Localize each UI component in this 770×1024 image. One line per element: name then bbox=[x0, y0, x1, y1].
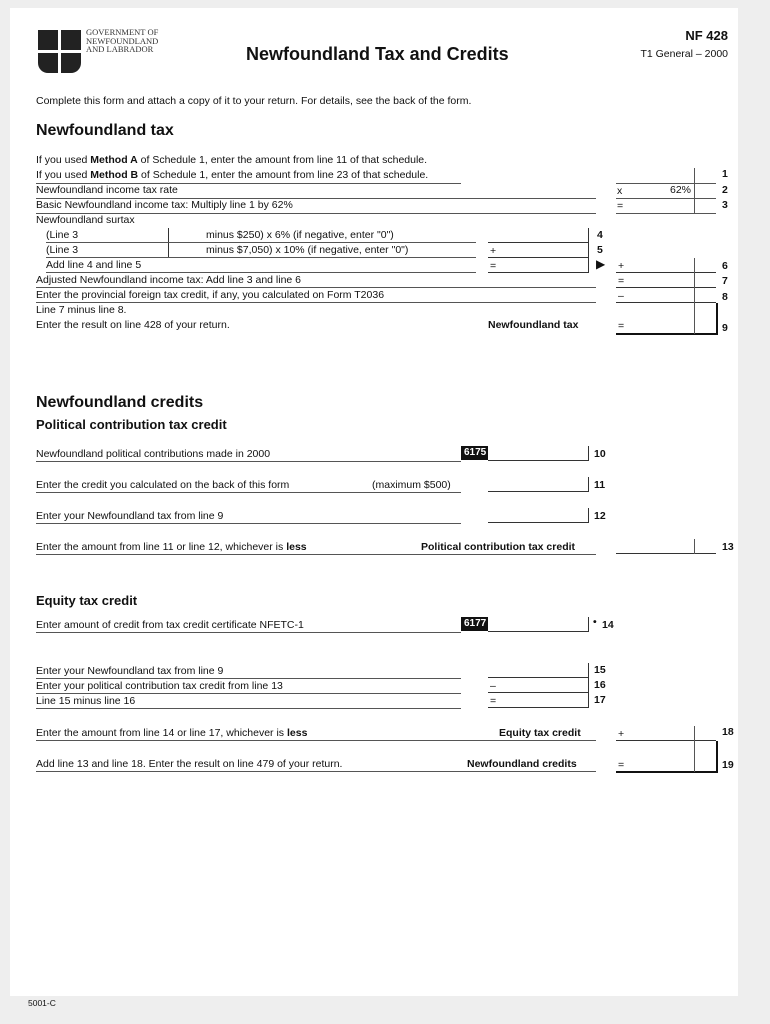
political-heading: Political contribution tax credit bbox=[36, 417, 227, 432]
line-number-4: 4 bbox=[597, 229, 603, 241]
text: Enter the amount from line 14 or line 17, whichever is bbox=[36, 727, 287, 739]
section-heading-credits: Newfoundland credits bbox=[36, 394, 204, 411]
line-15-label: Enter your Newfoundland tax from line 9 bbox=[36, 665, 224, 677]
line-number-17: 17 bbox=[594, 694, 606, 706]
arrow-icon: ▶ bbox=[596, 257, 606, 271]
line-7-minus-8-label: Line 7 minus line 8. bbox=[36, 304, 127, 316]
line-19-operator: = bbox=[618, 759, 625, 771]
code-6177: 6177 bbox=[461, 617, 489, 631]
line-method-a bbox=[36, 154, 427, 167]
line-number-2: 2 bbox=[722, 184, 728, 196]
line-14-bullet: • bbox=[593, 616, 597, 628]
line-number-15: 15 bbox=[594, 664, 606, 676]
line-number-18: 18 bbox=[722, 726, 734, 738]
text: of Schedule 1, enter the amount from line 11 of that schedule. bbox=[137, 154, 428, 166]
political-credit-tag: Political contribution tax credit bbox=[421, 541, 576, 553]
surtax-calc-b: minus $7,050) x 10% (if negative, enter "0") bbox=[206, 244, 409, 256]
newfoundland-tax-tag: Newfoundland tax bbox=[488, 319, 579, 331]
line-6-field[interactable] bbox=[616, 258, 716, 273]
gov-line-1: GOVERNMENT OF bbox=[86, 27, 159, 37]
line-number-9: 9 bbox=[722, 322, 728, 334]
line-4-field[interactable] bbox=[488, 228, 589, 243]
line-12-field[interactable] bbox=[488, 508, 589, 523]
section-heading-tax: Newfoundland tax bbox=[36, 122, 174, 139]
line-16-label: Enter your political contribution tax credit from line 13 bbox=[36, 680, 283, 692]
line-7-operator: = bbox=[618, 275, 625, 287]
line-16-field[interactable] bbox=[488, 678, 589, 693]
line-14-label: Enter amount of credit from tax credit certificate NFETC-1 bbox=[36, 619, 304, 631]
line-number-6: 6 bbox=[722, 260, 728, 272]
line-13-label bbox=[36, 541, 307, 554]
code-6175: 6175 bbox=[461, 446, 489, 460]
gov-line-3: AND LABRADOR bbox=[86, 44, 154, 54]
line-11-label: Enter the credit you calculated on the back of this form bbox=[36, 479, 290, 491]
text: of Schedule 1, enter the amount from line 23 of that schedule. bbox=[138, 169, 429, 181]
surtax-line3-field-b[interactable] bbox=[98, 243, 169, 258]
equity-heading: Equity tax credit bbox=[36, 593, 138, 608]
surtax-label: Newfoundland surtax bbox=[36, 214, 135, 226]
line-16-operator: – bbox=[490, 680, 496, 692]
add-operator: = bbox=[490, 260, 497, 272]
rate-label: Newfoundland income tax rate bbox=[36, 184, 178, 196]
line-11-field[interactable] bbox=[488, 477, 589, 492]
form-page bbox=[10, 8, 738, 996]
line-number-13: 13 bbox=[722, 541, 734, 553]
line-10-label: Newfoundland political contributions made in 2000 bbox=[36, 448, 271, 460]
basic-operator: = bbox=[617, 200, 624, 212]
line-13-field[interactable] bbox=[616, 539, 716, 554]
line-10-field[interactable] bbox=[488, 446, 589, 461]
surtax-line3-field-a[interactable] bbox=[98, 228, 169, 243]
gov-line-2: NEWFOUNDLAND bbox=[86, 35, 159, 46]
line-18-operator: + bbox=[618, 728, 625, 740]
line-number-19: 19 bbox=[722, 759, 734, 771]
page-title: Newfoundland Tax and Credits bbox=[246, 44, 509, 64]
line-18-field[interactable] bbox=[616, 726, 716, 741]
line-8-field[interactable] bbox=[616, 288, 716, 303]
text-bold: Method B bbox=[90, 169, 139, 181]
line-11-maximum: (maximum $500) bbox=[372, 479, 451, 491]
basic-tax-label: Basic Newfoundland income tax: Multiply line 1 by 62% bbox=[36, 199, 293, 211]
line-9-instruction: Enter the result on line 428 of your return. bbox=[36, 319, 230, 331]
line-9-field[interactable] bbox=[616, 303, 718, 335]
line-18-label bbox=[36, 727, 307, 740]
line-number-1: 1 bbox=[722, 168, 728, 180]
text: If you used bbox=[36, 169, 91, 181]
footer-code: 5001-C bbox=[28, 998, 56, 1008]
surtax-line3-a: (Line 3 bbox=[46, 229, 79, 241]
line-15-field[interactable] bbox=[488, 663, 589, 678]
form-code: NF 428 bbox=[685, 28, 728, 43]
text: If you used bbox=[36, 154, 91, 166]
line-17-field[interactable] bbox=[488, 693, 589, 708]
text-bold: less bbox=[286, 541, 307, 553]
line-8-operator: – bbox=[618, 290, 624, 302]
instructions: Complete this form and attach a copy of it to your return. For details, see the back of the form. bbox=[36, 95, 472, 107]
line-number-14: 14 bbox=[602, 619, 614, 631]
adjusted-tax-label: Adjusted Newfoundland income tax: Add line 3 and line 6 bbox=[36, 274, 302, 286]
line-number-3: 3 bbox=[722, 199, 728, 211]
add-lines-label: Add line 4 and line 5 bbox=[46, 259, 142, 271]
line-number-11: 11 bbox=[594, 479, 606, 491]
rate-operator: x bbox=[617, 185, 623, 197]
line-14-field[interactable] bbox=[488, 617, 589, 632]
text-bold: less bbox=[286, 727, 308, 739]
newfoundland-credits-tag: Newfoundland credits bbox=[467, 758, 577, 770]
line-19-field[interactable] bbox=[616, 741, 718, 773]
line-number-10: 10 bbox=[594, 448, 606, 460]
line-number-5: 5 bbox=[597, 244, 603, 256]
equity-credit-tag: Equity tax credit bbox=[499, 727, 581, 739]
line-12-label: Enter your Newfoundland tax from line 9 bbox=[36, 510, 224, 522]
surtax-calc-a: minus $250) x 6% (if negative, enter "0") bbox=[206, 229, 394, 241]
line-number-7: 7 bbox=[722, 275, 728, 287]
line-17-operator: = bbox=[490, 695, 497, 707]
line-number-16: 16 bbox=[594, 679, 606, 691]
line-5-operator: + bbox=[490, 245, 497, 257]
surtax-line3-b: (Line 3 bbox=[46, 244, 79, 256]
line-7-field[interactable] bbox=[616, 273, 716, 288]
text-bold: Method A bbox=[90, 154, 138, 166]
line-method-b bbox=[36, 169, 428, 182]
line-5-field[interactable] bbox=[488, 243, 589, 258]
line-add-field[interactable] bbox=[488, 258, 589, 273]
line-number-8: 8 bbox=[722, 291, 728, 303]
rate-value: 62% bbox=[670, 184, 692, 196]
form-subtitle: T1 General – 2000 bbox=[640, 48, 728, 60]
text: Enter the amount from line 11 or line 12, whichever is bbox=[36, 541, 287, 553]
foreign-credit-label: Enter the provincial foreign tax credit, if any, you calculated on Form T2036 bbox=[36, 289, 385, 301]
line-19-label: Add line 13 and line 18. Enter the result on line 479 of your return. bbox=[36, 758, 343, 770]
line-number-12: 12 bbox=[594, 510, 606, 522]
government-logo bbox=[36, 28, 84, 76]
line-17-label: Line 15 minus line 16 bbox=[36, 695, 136, 707]
line-6-operator: + bbox=[618, 260, 625, 272]
line-9-operator: = bbox=[618, 320, 625, 332]
